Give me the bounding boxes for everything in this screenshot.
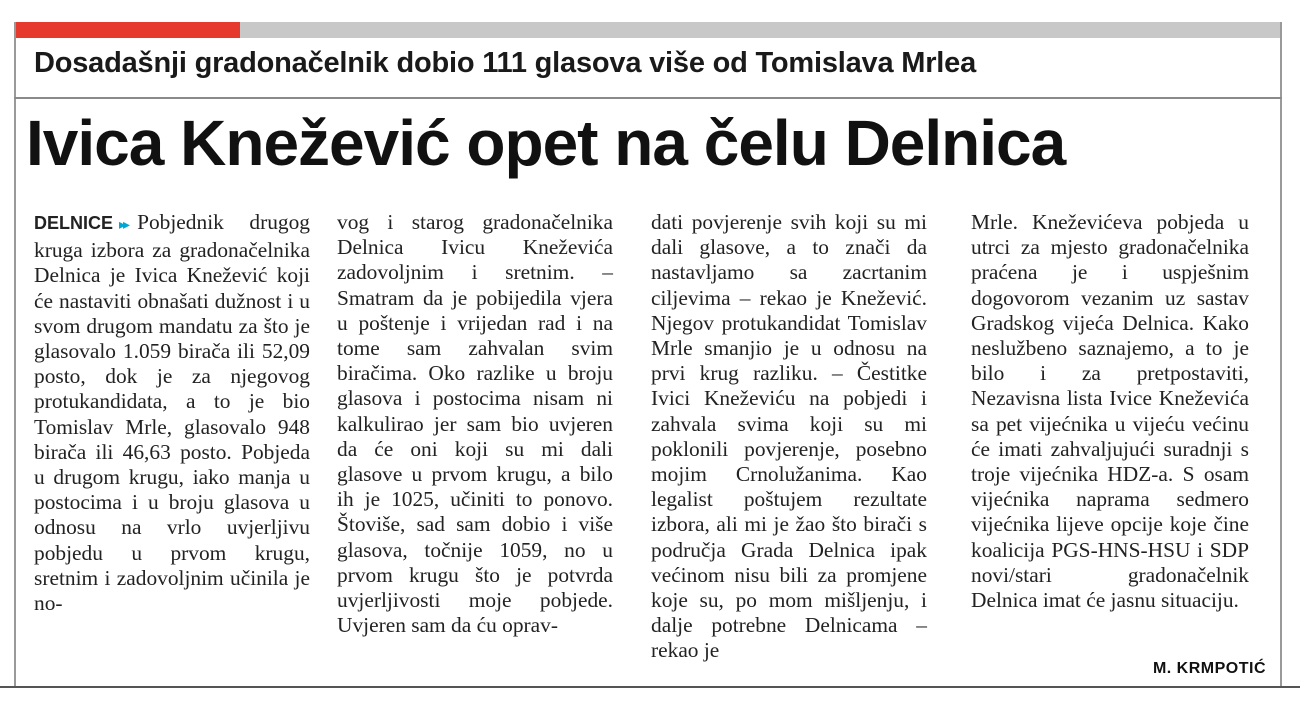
article-column-4 [971,210,1249,613]
author-byline: M. KRMPOTIĆ [1152,660,1266,677]
bottom-divider [0,686,1300,688]
column-3-text: dati povjerenje svih koji su mi dali glasove, a to znači da nastavljamo sa zacrtanim ciljevima – rekao je Knežević. Njegov protukandidat Tomislav Mrle smanjio je u odnosu na prvi krug razliku. – Čestitke Ivici Kneževiću na pobjedi i zahvala svima koji su mi poklonili povjerenje, posebno mojim Crnolužanima. Kao legalist poštujem rezultate izbora, ali mi je žao što birači s područja Grada Delnica ipak većinom nisu bili za promjene koje su, po mom mišljenju, i dalje potrebne Delnicama – rekao je [651,210,927,663]
article-column-1 [34,210,310,616]
article-headline: Ivica Knežević opet na čelu Delnica [26,107,1066,179]
article-kicker: Dosadašnji gradonačelnik dobio 111 glasova više od Tomislava Mrlea [34,47,977,79]
column-2-text: vog i starog gradonačelnika Delnica Ivicu Kneževića zadovoljnim i sretnim. – Smatram da je pobijedila vjera u poštenje i vrijedan rad i na tome sam zahvalan svim biračima. Oko razlike u broju glasova i postocima nisam ni kalkulirao jer sam bio uvjeren da će oni koji su mi dali glasove u prvom krugu, a bilo ih je 1025, učiniti to ponovo. Štoviše, sad sam dobio i više glasova, točnije 1059, no u prvom krugu što je potvrda uvjerljivosti moje pobjede. Uvjeren sam da ću oprav- [337,210,613,638]
column-1-text: Pobjednik drugog kruga izbora za gradonačelnika Delnica je Ivica Knežević koji će nastaviti obnašati dužnost i u svom drugom mandatu za što je glasovalo 1.059 birača ili 52,09 posto, dok je za njegovog protukandidata, a to je bio Tomislav Mrle, glasovalo 948 birača ili 46,63 posto. Pobjeda u drugom krugu, iako manja u postocima i u broju glasova u odnosu na vrlo uvjerljivu pobjedu u prvom krugu, sretnim i zadovoljnim učinila je no- [34,210,310,616]
article-body [34,210,1266,686]
double-chevron-right-icon: ▸▸ [119,218,128,233]
kicker-divider [14,97,1282,99]
article-column-2 [337,210,613,638]
dateline: DELNICE [34,213,114,233]
article-column-3 [651,210,927,664]
column-4-text: Mrle. Kneževićeva pobjeda u utrci za mjesto gradonačelnika praćena je i uspješnim dogovorom vezanim uz sastav Gradskog vijeća Delnica. Kako neslužbeno saznajemo, a to je bilo i za pretpostaviti, Nezavisna lista Ivice Kneževića sa pet vijećnika u vijeću većinu će imati zahvaljujući suradnji s troje vijećnika HDZ-a. S osam vijećnika naprama sedmero vijećnika lijeve opcije koje čine koalicija PGS-HNS-HSU i SDP novi/stari gradonačelnik Delnica imat će jasnu situaciju. [971,210,1249,613]
